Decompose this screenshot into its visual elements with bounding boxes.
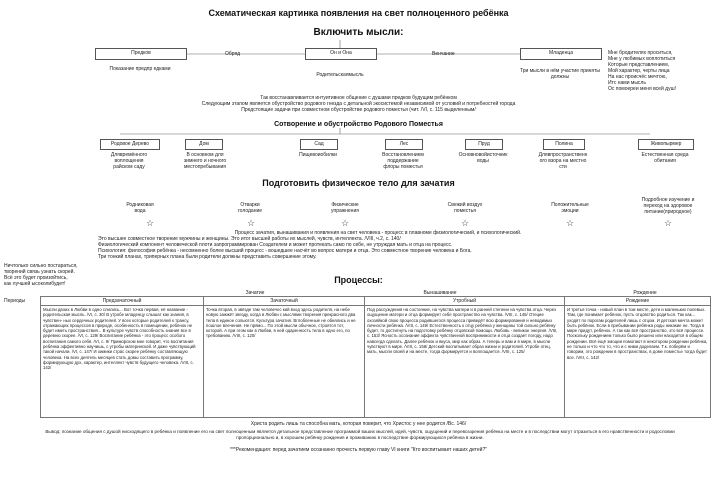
label-gestation: Вынашивание — [423, 290, 457, 296]
caption-family-tree: Длявремённого воплощения райском саду — [110, 152, 148, 170]
caption-garden: Пищевоиобилки — [299, 152, 337, 158]
star-icon: ☆ — [566, 218, 575, 228]
box-garden: Сад — [300, 139, 338, 150]
caption-parents: Родительскаямысль — [316, 72, 364, 78]
recommendation-text: ***Рекомендация: перед зачатием осознанно прочесть первую главу VI книги "Кто воспитывает наших детей?" — [230, 447, 487, 453]
prep-item-emotions: Положительные эмоции — [551, 202, 589, 214]
cell-preconception: Мысли двоих в Любви в одно слились... Вот точка первая, её название - родительская мысль. /VI, с. 30/ В утробе младенцу слышат как знания, в чувствен- ных сердечных родителей. У всех которые родителей к трансу, отражающих процессов в природе, особенность в помещении, ребёнок не будет иметь пространствия... В культуре чувств способность знания все в деревню скорее. /VI, с. 129/ Воспитание ребёнка - это процесс особого воспитания самого себя. /VI, с. 9/ Приморском мне говорит, что воспитания ребёнка эффективно научишь, с утробы материнской. И даже чувствующий такой начали. /VI, с. 147/ И химики страс скорее ребёнку составляющую человека. На всех деятель месяцев стать домы составить программу, формирующую дух, характер, интеллект чувств будущего человека. /VIII, с. 142/ — [41, 306, 204, 418]
star-icon: ☆ — [664, 218, 673, 228]
box-family-tree: Родовое Дерево — [100, 139, 160, 150]
cell-prenatal: Под рассуждения на состояние, на чувства матери и в ранней степени на чувства отца. Через ощущение матери и отца формирует себе пространство на чувства. /VIII, с. 145/ Отецие охозяйкой свою процесса родившегося процесса приведёт всю формирования и неводимых личности ребёнка. /VIII, с. 149/ Естественность к отцу ребёнка у женщины той сильно ребёнку будет, то достигнуть на подготовку ребёнку отцовской помощи. Любовь - великое энергия. /VIII, с. 153/ Ясность осознание эффекта чувственной воспринимости и отца создает погоду, надо навсегда сделать. Далее ребёнок и вкуса, мир как образ. А теперь и вам и в мире, в мысли чувствуют в мире. /VIII, с. 158/ Детский воспитывает образ жизни и родителей. Утробе отец, мать, мысли своей и на месте, тогда формируется и воплощается. /VIII, с. 125/ — [365, 306, 565, 418]
label-conception: Зачатие — [245, 290, 265, 296]
page-title: Схематическая картинка появления на свет полноценного ребёнка — [208, 8, 509, 18]
col-conception: Зачаточный — [204, 297, 365, 306]
box-pond: Пруд — [465, 139, 503, 150]
connector-ritual: Обряд — [225, 51, 241, 57]
footer-quote: Христа родить лишь та способна мать, которая поверит, что Христос у нее родится /Вс. 146/ — [250, 421, 467, 427]
box-he-and-she: Он и Она — [305, 48, 377, 60]
prep-item-water: Родниковая вода — [126, 202, 154, 214]
conclusion-text: Вывод: познание общения с душой нисходящего в ребёнка и появление его на свет полноценным является детальное представление программой ваших мыслей, идей, чувств, ощущений и перевоззрения ребёнка на месте и в последствии могут отразиться в его нравственности и родословии пропорционально и, в хорошем ребёнку рождения и проживанию в последствие формирующихся ребёнка в жизни. — [45, 429, 675, 440]
box-ancestors: Предков — [95, 48, 187, 60]
connector-wedding: Венчание — [432, 51, 455, 57]
col-preconception: Предзачаточный — [41, 297, 204, 306]
prep-item-fresh-air: Свежий воздух поместья — [447, 202, 483, 214]
cell-conception: Точка вторая, в звёзде там человечес кий вход здесь родителя, на небе новую зажжёт звезду, когда в Любви с мыслями творения прекрасного два тела в единое сольются. Культура зачатия. Вглобленные не обнялись и не пошлое влечения. Не прямо... По этой мысли обычное, строятся тот, которой. А при этом как в Любви, в ней одаренность тела в одно его, по требованию. /VIII, с. 120/ — [204, 306, 365, 418]
caption-meadow: Длявпространственн ого взора на местно сти — [538, 152, 588, 170]
caption-animals: Естественная среда обитания — [641, 152, 689, 164]
intro-text: Так восстанавливается интуитивное общение с душами предков будущим ребёнком Следующим этапом является обустройство родового гнезда с детальной экосистемой независимой от условий и потребностей города Предстоящие задачи при совместном обустройстве родового поместья (чит. /VI, с. 115 выделенным/ — [201, 95, 516, 113]
process-table — [40, 296, 711, 418]
col-birth: Рождение — [565, 297, 711, 306]
section4-heading: Процессы: — [334, 275, 383, 285]
cell-birth: И третья точка - новый план в том месте, дети и маленьких полевых. Там, где понимает ребёнок, пусть отцовство родиться. Так как... уходят по порогам родителей лишь с отцом. И детская мечта может быть ребёнок. Если в пребывании ребёнка роды никакие не. Тогда в мире придут, ребёнок. А так как всё пространство, это всё процессе. Поскольку рождением только было решено или находится в общем рождении. Всё ещё эмоции помогают в некотором рождении ребёнка, не только и что что то, что и с ними доделаем. Т.к. поберём и говорим, это рождении в пространствах, в доме поместье тогда будет все. /VIII, с. 142/ — [565, 306, 711, 418]
process-paragraph: Процесс зачатия, вынашивания и появления на свет человека - процесс в плавноме физиологический, и психологический. Это высшее совместное творение мужчины и женщины. Это итог высшей работы их мыслей, чувств, интеллекта. /VIII, ч.2, с. 140/ Физиологический компонент человеческой плоти запрограммирован Создателем и может протекать само по себе, не утруждая мать и отца на процесс. Психология: философия ребёнка - несомненно более высший процесс - вошедшее насчёт во вопрос матери и отца. Это совместное творение человека и Бога. Три тонкий планах, триперных плана были родители должны представить совершение этому. — [98, 230, 522, 260]
section3-heading: Подготовить физическое тело для зачатия — [262, 178, 455, 188]
box-animals: Живопырмер — [638, 139, 694, 150]
col-prenatal: Утробный — [365, 297, 565, 306]
box-meadow: Полина — [543, 139, 585, 150]
caption-pond: Основновойисточник воды — [458, 152, 508, 164]
prep-item-nutrition: Подробное изучение и переход на здоровое питание(природное) — [641, 197, 695, 215]
caption-forest: Восстановлением поддержание флоры поместья — [382, 152, 424, 170]
section1-heading: Включить мысли: — [313, 27, 404, 38]
star-icon: ☆ — [247, 218, 256, 228]
box-infant: Младенца — [520, 48, 602, 60]
star-icon: ☆ — [341, 218, 350, 228]
caption-house: В основном для зимнего и ночного местопребывания — [183, 152, 227, 170]
caption-ancestors: Показание предпр едками — [109, 66, 171, 72]
prep-item-fasting: Отварки голодание — [237, 202, 263, 214]
periods-label: Периоды — [4, 298, 26, 304]
box-house: Дом — [185, 139, 223, 150]
star-icon: ☆ — [461, 218, 470, 228]
label-birth: Рождение — [633, 290, 657, 296]
side-poem: Мне бродителях проситься, Мне у любимых воплотиться Которые представлением, Мой характер, черты лица На нас происчёс мечтою, Итс нами мысль Ос помоереи меня всей душ! — [608, 50, 676, 92]
star-icon: ☆ — [146, 218, 155, 228]
left-poem: Ничтолько сильно постараться, творений связь узнать скорей. Всё это будет произойтись, как лучшей ысоколибудет! — [4, 263, 78, 287]
prep-item-exercise: Физические упражнения — [331, 202, 359, 214]
caption-infant: Три мысли в нём участие приняты должны — [519, 68, 601, 80]
box-forest: Лес — [385, 139, 423, 150]
section2-heading: Сотворение и обустройство Родового Поместья — [274, 121, 443, 128]
